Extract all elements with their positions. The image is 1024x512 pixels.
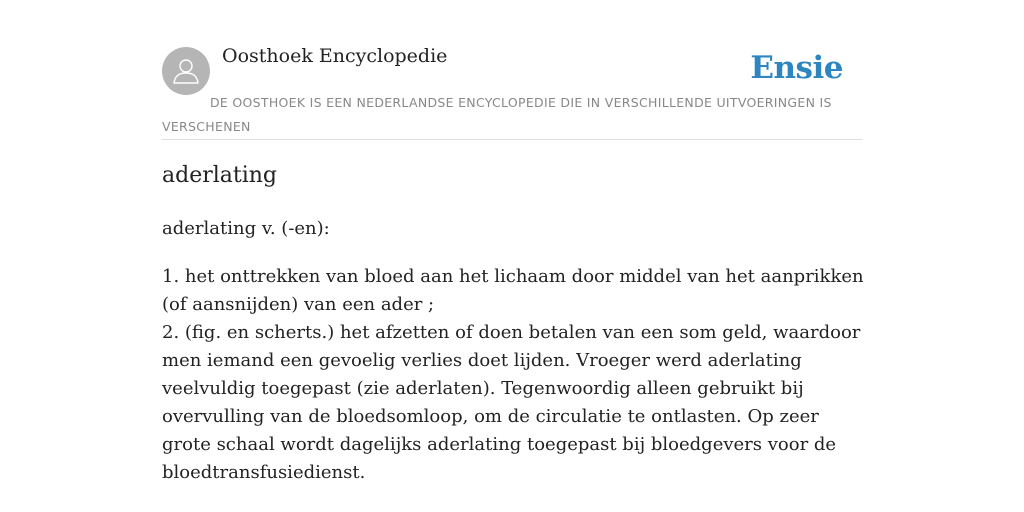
source-avatar[interactable] (162, 47, 210, 95)
definition-1: 1. het onttrekken van bloed aan het lichaam door middel van het aanprikken (of aansnijden) van een ader ; (162, 266, 864, 315)
source-header (162, 0, 862, 140)
entry-title: aderlating (162, 163, 278, 188)
source-description: DE OOSTHOEK IS EEN NEDERLANDSE ENCYCLOPEDIE DIE IN VERSCHILLENDE UITVOERINGEN IS VERSCHENEN (162, 95, 832, 134)
user-icon (171, 56, 201, 86)
source-name[interactable]: Oosthoek Encyclopedie (222, 45, 448, 67)
page-container (162, 0, 864, 483)
definition-2: 2. (fig. en scherts.) het afzetten of doen betalen van een som geld, waardoor men iemand een gevoelig verlies doet lijden. Vroeger werd aderlating veelvuldig toegepast (zie aderlaten). Tegenwoordig alleen gebruikt bij overvulling van de bloedsomloop, om de circulatie te ontlasten. Op zeer grote schaal wordt dagelijks aderlating toegepast bij bloedgevers voor de bloedtransfusiedienst. (162, 322, 861, 483)
entry-definitions (162, 263, 867, 487)
ensie-logo[interactable]: Ensie (750, 50, 843, 86)
entry-headword: aderlating v. (-en): (162, 218, 330, 239)
